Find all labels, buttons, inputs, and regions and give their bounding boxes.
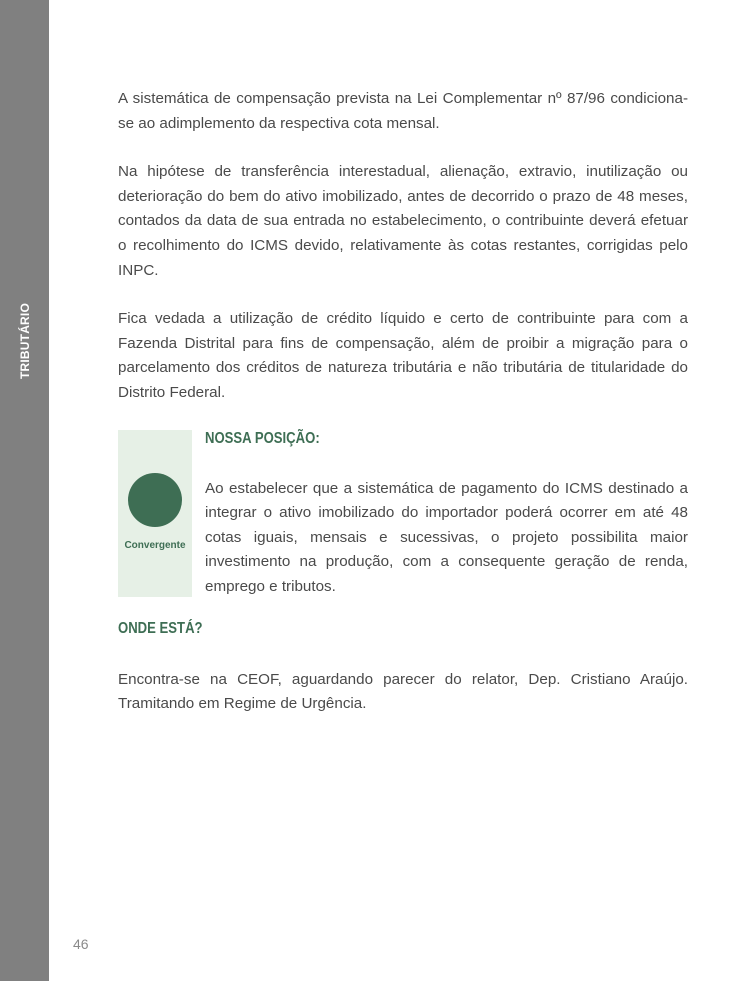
paragraph: Fica vedada a utilização de crédito líquido e certo de contribuinte para com a Fazenda Distrital para fins de compensação, além de proibir a migração para o parcelamento dos créditos de natureza tributária e não tributária de titularidade do Distrito Federal. — [118, 310, 688, 401]
section-label: TRIBUTÁRIO — [18, 303, 32, 379]
where-text: Encontra-se na CEOF, aguardando parecer do relator, Dep. Cristiano Araújo. Tramitando em Regime de Urgência. — [118, 670, 688, 713]
paragraph: A sistemática de compensação prevista na Lei Complementar nº 87/96 condiciona-se ao adimplemento da respectiva cota mensal. — [118, 90, 688, 132]
position-badge — [118, 430, 192, 597]
main-content — [118, 87, 688, 741]
position-text: Ao estabelecer que a sistemática de pagamento do ICMS destinado a integrar o ativo imobilizado do importador poderá ocorrer em até 48 cotas iguais, mensais e sucessivas, o projeto possibilita maior investimento na produção, com a consequente geração de renda, emprego e tributos. — [205, 479, 688, 595]
paragraph: Na hipótese de transferência interestadual, alienação, extravio, inutilização ou deterioração do bem do ativo imobilizado, antes de decorrido o prazo de 48 meses, contados da data de sua entrada no estabelecimento, o contribuinte deverá efetuar o recolhimento do ICMS devido, relativamente às cotas restantes, corrigidas pelo INPC. — [118, 163, 688, 279]
sidebar — [0, 0, 49, 981]
status-indicator-icon — [128, 473, 182, 527]
where-title: ONDE ESTÁ? — [118, 619, 203, 637]
position-title: NOSSA POSIÇÃO: — [205, 429, 320, 447]
page-number: 46 — [73, 936, 89, 952]
position-section — [118, 430, 688, 620]
badge-label: Convergente — [124, 539, 186, 551]
